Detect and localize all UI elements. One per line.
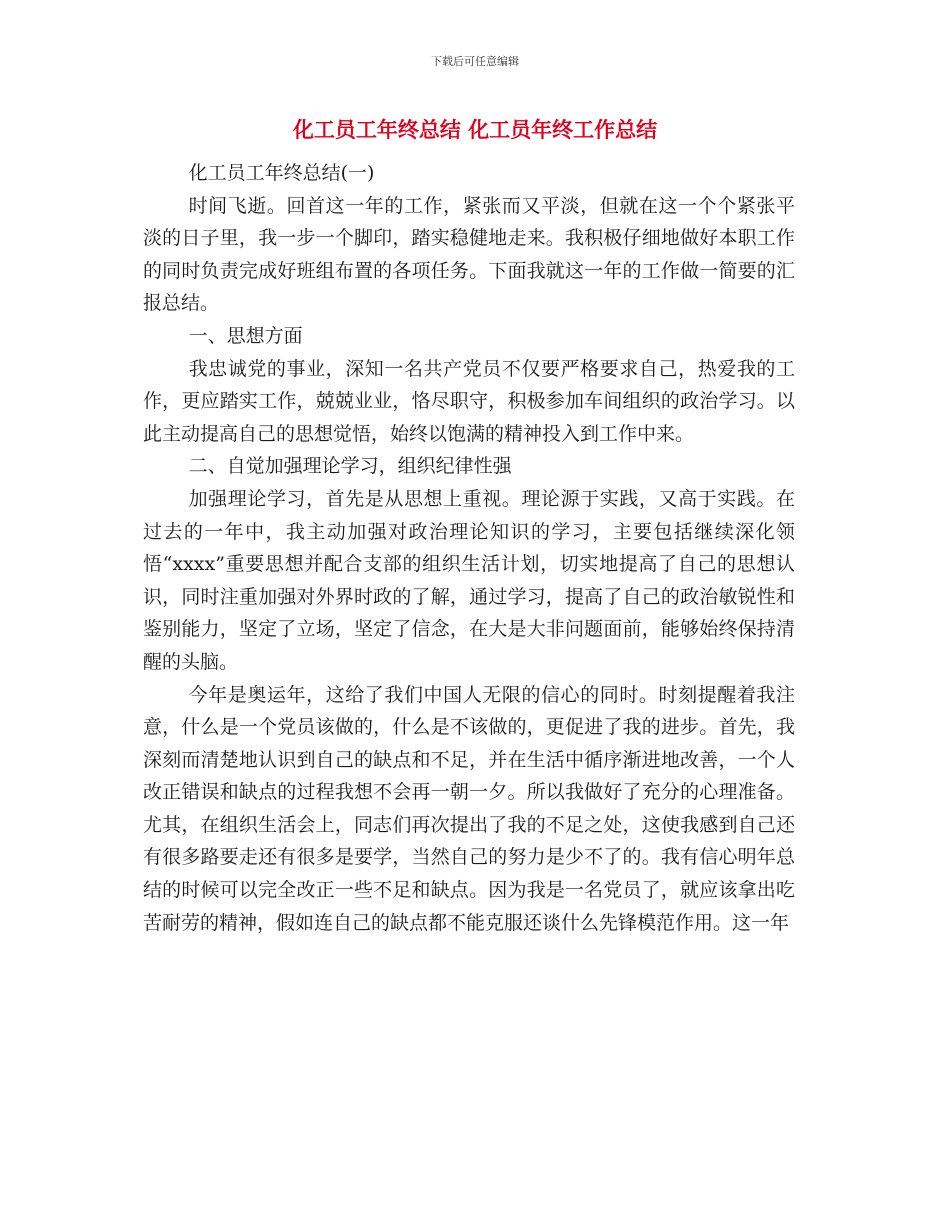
body-paragraph: 今年是奥运年，这给了我们中国人无限的信心的同时。时刻提醒着我注意，什么是一个党员该做的，什么是不该做的，更促进了我的进步。首先，我深刻而清楚地认识到自己的缺点和不足，并在生活中循序渐进地改善，一个人改正错误和缺点的过程我想不会再一朝一夕。所以我做好了充分的心理准备。尤其，在组织生活会上，同志们再次提出了我的不足之处，这使我感到自己还有很多路要走还有很多是要学，当然自己的努力是少不了的。我有信心明年总结的时候可以完全改正一些不足和缺点。因为我是一名党员了，就应该拿出吃苦耐劳的精神，假如连自己的缺点都不能克服还谈什么先锋模范作用。这一年 <box>143 683 795 934</box>
page-header-note: 下载后可任意编辑 <box>431 55 519 68</box>
document-body <box>143 157 795 939</box>
document-title: 化工员工年终总结 化工员年终工作总结 <box>292 118 658 142</box>
body-paragraph: 加强理论学习，首先是从思想上重视。理论源于实践，又高于实践。在过去的一年中，我主动加强对政治理论知识的学习，主要包括继续深化领悟“xxxx”重要思想并配合支部的组织生活计划，切实地提高了自己的思想认识，同时注重加强对外界时政的了解，通过学习，提高了自己的政治敏锐性和鉴别能力，坚定了立场，坚定了信念，在大是大非问题面前，能够始终保持清醒的头脑。 <box>143 487 795 673</box>
body-paragraph: 时间飞逝。回首这一年的工作，紧张而又平淡，但就在这一个个紧张平淡的日子里，我一步一个脚印，踏实稳健地走来。我积极仔细地做好本职工作的同时负责完成好班组布置的各项任务。下面我就这一年的工作做一简要的汇报总结。 <box>143 194 795 315</box>
section-heading: 二、自觉加强理论学习，组织纪律性强 <box>188 455 512 478</box>
body-paragraph: 我忠诚党的事业，深知一名共产党员不仅要严格要求自己，热爱我的工作，更应踏实工作，兢兢业业，恪尽职守，积极参加车间组织的政治学习。以此主动提高自己的思想觉悟，始终以饱满的精神投入到工作中来。 <box>143 357 795 445</box>
section-heading: 一、思想方面 <box>188 324 303 347</box>
section-heading: 化工员工年终总结(一) <box>188 162 375 184</box>
